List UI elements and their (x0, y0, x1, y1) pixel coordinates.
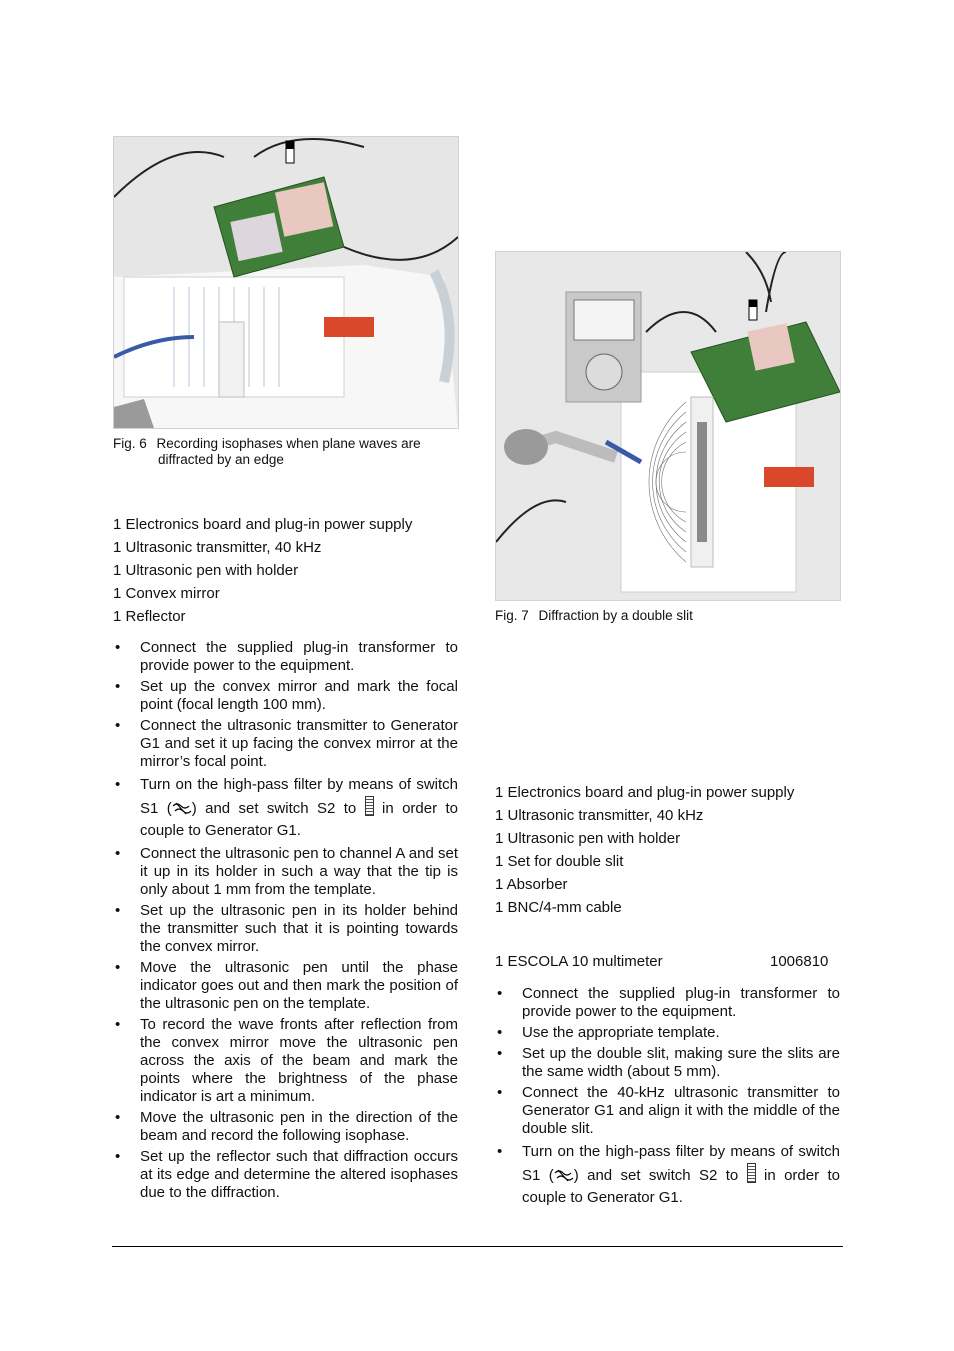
bullet-icon: • (115, 902, 121, 919)
list-item: 1 Ultrasonic transmitter, 40 kHz (495, 807, 704, 824)
additional-equipment-item: 1 ESCOLA 10 multimeter (495, 953, 663, 970)
fig7-caption-text: Diffraction by a double slit (538, 608, 693, 623)
fig6-caption-text-line2: diffracted by an edge (158, 452, 284, 467)
list-item (113, 774, 458, 842)
list-item: 1 Reflector (113, 608, 186, 625)
step-text: in order to couple to Generator G1. (140, 800, 458, 839)
fig7-photo (495, 251, 841, 601)
list-item: 1 Electronics board and plug-in power supply (495, 784, 795, 801)
step-text: in order to couple to Generator G1. (522, 1167, 840, 1206)
list-item (495, 985, 840, 1021)
step-text: Connect the ultrasonic pen to channel A and set it up in its holder in such a way that the tip is only about 1 mm from the template. (140, 845, 458, 898)
high-pass-filter-icon (554, 1168, 574, 1182)
step-text: ) and set switch S2 to (573, 1167, 739, 1184)
switch-s2-icon (747, 1163, 756, 1183)
bullet-icon: • (115, 1148, 121, 1165)
step-text: Connect the 40-kHz ultrasonic transmitter to Generator G1 and align it with the middle of the double slit. (522, 1084, 840, 1137)
fig6-caption (113, 436, 458, 468)
bullet-icon: • (115, 717, 121, 734)
list-item: 1 Ultrasonic pen with holder (495, 830, 681, 847)
bullet-icon: • (115, 959, 121, 976)
step-text: ) and set switch S2 to (191, 800, 357, 817)
list-item (113, 845, 458, 899)
bullet-icon: • (497, 1024, 503, 1041)
bullet-icon: • (497, 1143, 503, 1160)
left-procedure-list (113, 639, 458, 1205)
bullet-icon: • (115, 1109, 121, 1126)
list-item (113, 1016, 458, 1106)
step-text: Use the appropriate template. (522, 1024, 720, 1041)
fig6-photo (113, 136, 459, 429)
bullet-icon: • (115, 1016, 121, 1033)
step-text: Connect the ultrasonic transmitter to Generator G1 and set it up facing the convex mirror at the mirror’s focal point. (140, 717, 458, 770)
step-text: Set up the double slit, making sure the slits are the same width (about 5 mm). (522, 1045, 840, 1080)
list-item (113, 1109, 458, 1145)
list-item (495, 1084, 840, 1138)
list-item (113, 1148, 458, 1202)
bullet-icon: • (115, 845, 121, 862)
list-item (495, 1141, 840, 1209)
fig7-caption (495, 608, 840, 624)
bullet-icon: • (115, 639, 121, 656)
step-text: Turn on the high-pass filter by means of switch S1 ( (140, 776, 458, 817)
left-equipment-list (113, 515, 458, 630)
bullet-icon: • (497, 985, 503, 1002)
list-item: 1 Electronics board and plug-in power supply (113, 516, 413, 533)
list-item: 1 BNC/4-mm cable (495, 899, 622, 916)
step-text: Set up the convex mirror and mark the focal point (focal length 100 mm). (140, 678, 458, 713)
step-text: Turn on the high-pass filter by means of switch S1 ( (522, 1143, 840, 1184)
additional-equipment-code: 1006810 (770, 953, 829, 970)
step-text: Set up the reflector such that diffraction occurs at its edge and determine the altered isophases due to the diffraction. (140, 1148, 458, 1201)
right-equipment-list (495, 783, 840, 921)
high-pass-filter-icon (172, 801, 192, 815)
fig7-caption-number: Fig. 7 (495, 608, 529, 623)
list-item: 1 Ultrasonic transmitter, 40 kHz (113, 539, 322, 556)
list-item (495, 1045, 840, 1081)
list-item: 1 Ultrasonic pen with holder (113, 562, 299, 579)
fig6-caption-text-line1: Recording isophases when plane waves are (156, 436, 421, 451)
bullet-icon: • (115, 776, 121, 793)
bullet-icon: • (115, 678, 121, 695)
list-item (113, 678, 458, 714)
bullet-icon: • (497, 1045, 503, 1062)
additional-equipment-row (495, 952, 840, 972)
switch-s2-icon (365, 796, 374, 816)
step-text: To record the wave fronts after reflection from the convex mirror move the ultrasonic pen across the axis of the beam and mark the points where the brightness of the phase indicator is art a minimum. (140, 1016, 458, 1105)
list-item (113, 717, 458, 771)
list-item: 1 Convex mirror (113, 585, 220, 602)
list-item (113, 639, 458, 675)
fig6-caption-number: Fig. 6 (113, 436, 147, 451)
right-procedure-list (495, 985, 840, 1212)
step-text: Connect the supplied plug-in transformer to provide power to the equipment. (140, 639, 458, 674)
list-item (113, 902, 458, 956)
step-text: Move the ultrasonic pen in the direction of the beam and record the following isophase. (140, 1109, 458, 1144)
list-item (495, 1024, 840, 1042)
list-item: 1 Absorber (495, 876, 568, 893)
step-text: Set up the ultrasonic pen in its holder behind the transmitter such that it is pointing towards the convex mirror. (140, 902, 458, 955)
list-item (113, 959, 458, 1013)
bullet-icon: • (497, 1084, 503, 1101)
step-text: Move the ultrasonic pen until the phase indicator goes out and then mark the position of the ultrasonic pen on the template. (140, 959, 458, 1012)
step-text: Connect the supplied plug-in transformer to provide power to the equipment. (522, 985, 840, 1020)
list-item: 1 Set for double slit (495, 853, 624, 870)
footer-divider (112, 1246, 843, 1247)
